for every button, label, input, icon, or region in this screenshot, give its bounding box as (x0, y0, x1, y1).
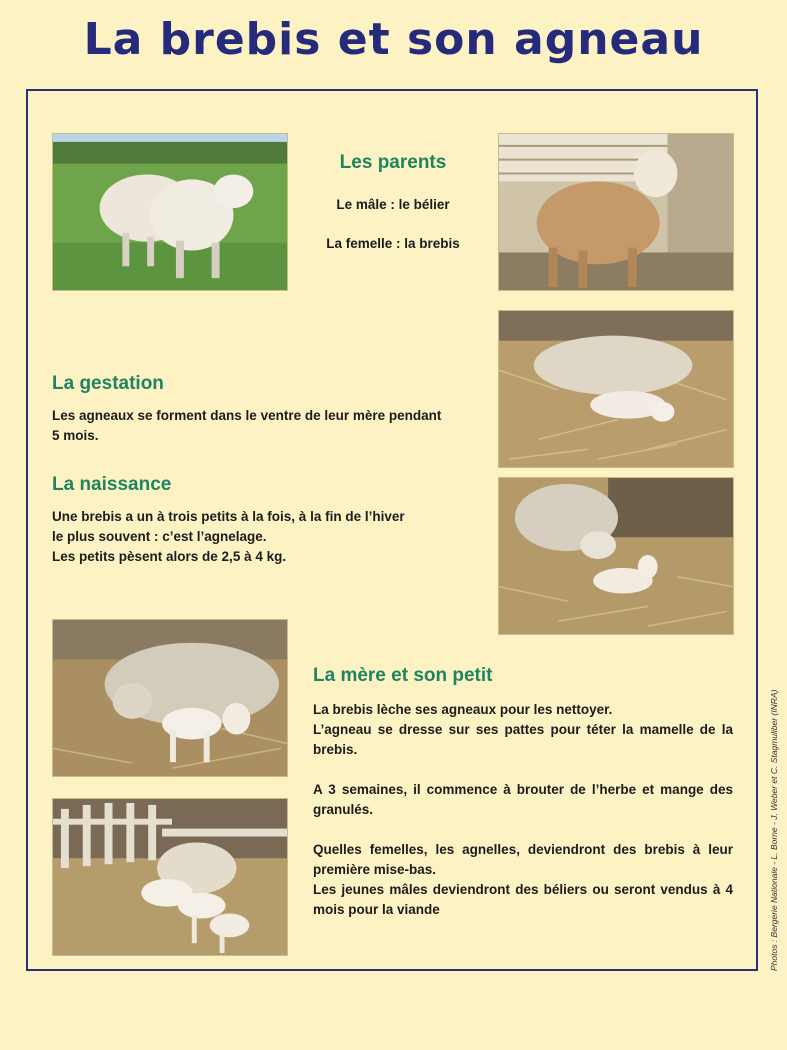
heading-naissance: La naissance (52, 474, 172, 495)
heading-parents: Les parents (339, 152, 447, 173)
photo-ram-barn (498, 133, 734, 291)
naissance-line-2: le plus souvent : c’est l’agnelage. (52, 529, 267, 544)
text-female: La femelle : la brebis (326, 236, 460, 251)
heading-mere: La mère et son petit (313, 665, 493, 686)
text-gestation (52, 406, 472, 446)
photo-lambs-in-pen (52, 798, 288, 956)
photo-credit: Photos : Bergerie Nationale - L. Borne - J. Weber et C. Stagmuliber (INRA) (769, 689, 779, 971)
gestation-line-1: Les agneaux se forment dans le ventre de leur mère pendant (52, 408, 442, 423)
gestation-line-2: 5 mois. (52, 428, 99, 443)
photo-ewe-two-lambs (52, 619, 288, 777)
naissance-line-1: Une brebis a un à trois petits à la fois, à la fin de l’hiver (52, 509, 405, 524)
text-male: Le mâle : le bélier (336, 197, 450, 212)
mere-paragraph-4: Quelles femelles, les agnelles, deviendront des brebis à leur première mise-bas. (313, 842, 733, 877)
photo-sheep-pasture (52, 133, 288, 291)
text-mere-block (313, 700, 733, 920)
page-title: La brebis et son agneau (83, 14, 704, 65)
heading-gestation: La gestation (52, 373, 164, 394)
photo-ewe-licking-lamb (498, 477, 734, 635)
mere-paragraph-2: L’agneau se dresse sur ses pattes pour téter la mamelle de la brebis. (313, 722, 733, 757)
text-naissance (52, 507, 472, 567)
mere-paragraph-5: Les jeunes mâles deviendront des béliers ou seront vendus à 4 mois pour la viande (313, 882, 733, 917)
mere-paragraph-3: A 3 semaines, il commence à brouter de l’herbe et mange des granulés. (313, 782, 733, 817)
naissance-line-3: Les petits pèsent alors de 2,5 à 4 kg. (52, 549, 287, 564)
photo-ewe-newborn-lying (498, 310, 734, 468)
mere-paragraph-1: La brebis lèche ses agneaux pour les nettoyer. (313, 702, 613, 717)
